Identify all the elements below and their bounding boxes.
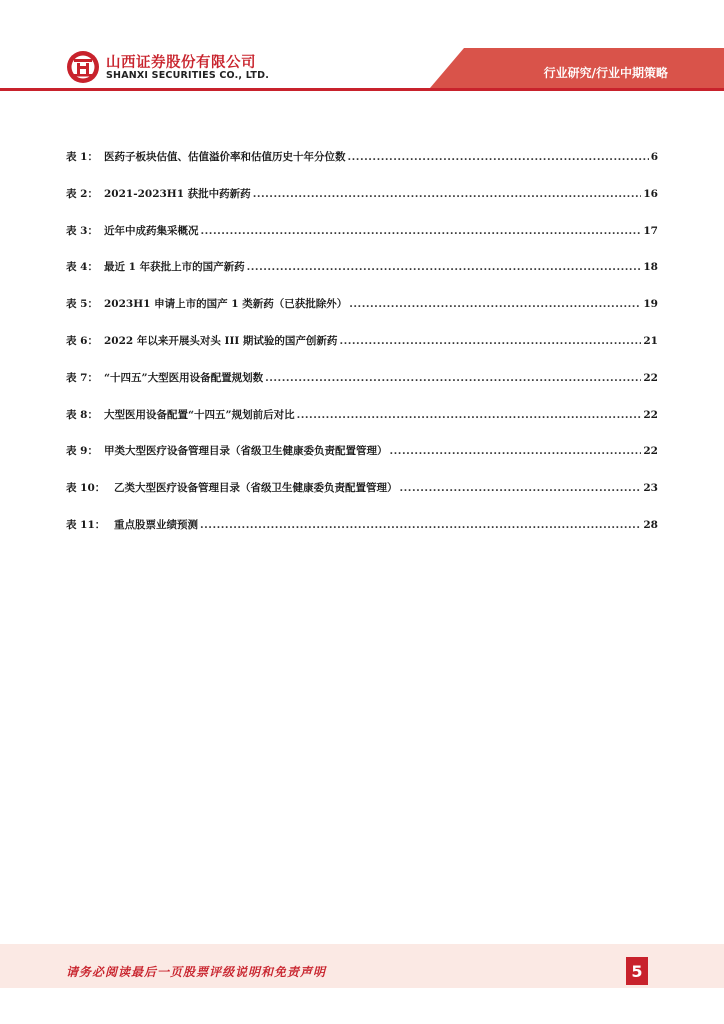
toc-label: 表 8：: [66, 408, 98, 421]
disclaimer-text: 请务必阅读最后一页股票评级说明和免责声明: [66, 965, 327, 979]
toc-leader-dots: [200, 519, 641, 531]
toc-label: 表 5：: [66, 298, 98, 311]
toc-entry[interactable]: [66, 480, 658, 517]
toc-leader-dots: [201, 225, 642, 237]
page-footer: [0, 944, 724, 1024]
toc-leader-dots: [247, 261, 642, 273]
toc-entry[interactable]: [66, 223, 658, 260]
toc-title: 甲类大型医疗设备管理目录（省级卫生健康委负责配置管理）: [104, 445, 388, 458]
company-name-en: SHANXI SECURITIES CO., LTD.: [106, 70, 270, 81]
toc-label: 表 6：: [66, 334, 98, 347]
toc-label: 表 7：: [66, 371, 98, 384]
toc-title: 最近 1 年获批上市的国产新药: [104, 261, 245, 274]
toc-entry[interactable]: [66, 443, 658, 480]
toc-page-number: 22: [643, 408, 658, 421]
toc-entry[interactable]: [66, 296, 658, 333]
toc-page-number: 23: [643, 482, 658, 495]
toc-leader-dots: [339, 335, 641, 347]
toc-title: “十四五”大型医用设备配置规划数: [104, 371, 264, 384]
toc-label: 表 9：: [66, 445, 98, 458]
toc-leader-dots: [400, 482, 642, 494]
toc-page-number: 28: [643, 518, 658, 531]
toc-label: 表 10：: [66, 482, 106, 495]
toc-page-number: 19: [643, 298, 658, 311]
toc-leader-dots: [348, 151, 649, 163]
toc-leader-dots: [265, 372, 641, 384]
toc-label: 表 2：: [66, 187, 98, 200]
toc-entry[interactable]: [66, 370, 658, 407]
page-number: 5: [626, 957, 648, 985]
toc-leader-dots: [390, 445, 642, 457]
toc-entry[interactable]: [66, 186, 658, 223]
toc-title: 医药子板块估值、估值溢价率和估值历史十年分位数: [104, 151, 346, 163]
page-header: [0, 0, 724, 100]
toc-page-number: 22: [643, 371, 658, 384]
toc-page-number: 17: [643, 224, 658, 237]
toc-entry[interactable]: [66, 407, 658, 444]
toc-title: 2021-2023H1 获批中药新药: [104, 187, 251, 200]
toc-label: 表 11：: [66, 518, 106, 531]
toc-page-number: 16: [643, 187, 658, 200]
toc-leader-dots: [297, 409, 642, 421]
report-type-label: 行业研究/行业中期策略: [543, 66, 668, 80]
toc-title: 2022 年以来开展头对头 III 期试验的国产创新药: [104, 334, 338, 347]
table-of-contents: [66, 149, 658, 554]
company-name-cn: 山西证券股份有限公司: [106, 55, 256, 71]
toc-page-number: 22: [643, 445, 658, 458]
toc-entry[interactable]: [66, 149, 658, 186]
toc-leader-dots: [349, 298, 641, 310]
header-banner: [0, 0, 724, 100]
toc-page-number: 6: [650, 151, 658, 163]
toc-entry[interactable]: [66, 259, 658, 296]
toc-label: 表 1：: [66, 151, 98, 163]
toc-title: 近年中成药集采概况: [104, 224, 199, 237]
toc-page-number: 21: [643, 334, 658, 347]
shanxi-securities-logo-icon: [66, 50, 100, 84]
toc-leader-dots: [253, 188, 642, 200]
toc-entry[interactable]: [66, 333, 658, 370]
toc-title: 大型医用设备配置“十四五”规划前后对比: [104, 408, 295, 421]
toc-title: 2023H1 申请上市的国产 1 类新药（已获批除外）: [104, 298, 348, 311]
toc-label: 表 3：: [66, 224, 98, 237]
toc-entry[interactable]: [66, 517, 658, 554]
toc-page-number: 18: [643, 261, 658, 274]
toc-title: 乙类大型医疗设备管理目录（省级卫生健康委负责配置管理）: [114, 482, 398, 495]
toc-title: 重点股票业绩预测: [114, 518, 198, 531]
toc-label: 表 4：: [66, 261, 98, 274]
